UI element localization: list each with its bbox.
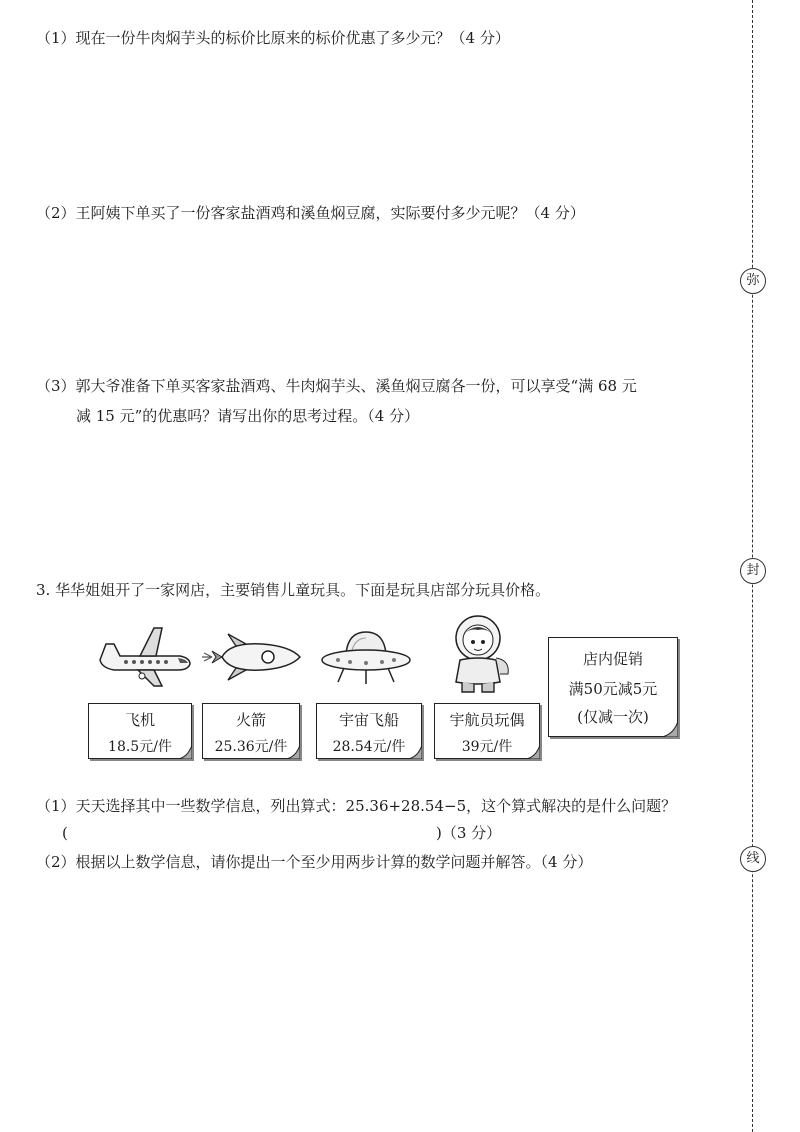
toy-name: 宇宙飞船 [338, 711, 399, 729]
question-2-3-line-2: 减 15 元”的优惠吗？请写出你的思考过程。（4 分） [76, 407, 420, 425]
airplane-icon [92, 624, 192, 690]
astronaut-icon [440, 612, 516, 696]
page-curl-icon [178, 745, 192, 759]
answer-paren-open: ( [62, 824, 68, 842]
question-2-3-line-1: （3）郭大爷准备下单买客家盐酒鸡、牛肉焖芋头、溪鱼焖豆腐各一份，可以享受“满 68 元 [36, 377, 637, 395]
promo-note: (仅减一次) [577, 708, 649, 726]
section-3-intro: 3. 华华姐姐开了一家网店，主要销售儿童玩具。下面是玩具店部分玩具价格。 [36, 581, 551, 599]
promo-title: 店内促销 [582, 650, 643, 668]
toy-price: 28.54元/件 [332, 739, 406, 755]
seal-feng: 封 [740, 558, 766, 584]
toy-price: 18.5元/件 [108, 739, 172, 755]
ufo-icon [318, 626, 414, 688]
question-2-1: （1）现在一份牛肉焖芋头的标价比原来的标价优惠了多少元？（4 分） [36, 29, 510, 47]
price-card-rocket [202, 703, 300, 759]
price-card-ufo [316, 703, 422, 759]
page-curl-icon [662, 721, 678, 737]
promo-rule: 满50元减5元 [568, 680, 658, 698]
toy-name: 飞机 [124, 711, 155, 729]
price-card-astronaut [434, 703, 540, 759]
question-2-2: （2）王阿姨下单买了一份客家盐酒鸡和溪鱼焖豆腐，实际要付多少元呢？（4 分） [36, 204, 585, 222]
toy-price: 25.36元/件 [214, 739, 288, 755]
toy-name: 宇航员玩偶 [449, 711, 525, 729]
seal-mi: 弥 [740, 268, 766, 294]
price-card-airplane [88, 703, 192, 759]
page-curl-icon [286, 745, 300, 759]
question-3-1: （1）天天选择其中一些数学信息，列出算式：25.36+28.54−5，这个算式解决的是什么问题？ [36, 797, 677, 815]
answer-paren-close: )（3 分） [436, 824, 502, 842]
page-curl-icon [526, 745, 540, 759]
page-curl-icon [408, 745, 422, 759]
seal-xian: 线 [740, 846, 766, 872]
question-3-2: （2）根据以上数学信息，请你提出一个至少用两步计算的数学问题并解答。（4 分） [36, 853, 593, 871]
toy-price: 39元/件 [461, 739, 513, 755]
rocket-icon [202, 632, 302, 682]
toy-name: 火箭 [235, 711, 266, 729]
promo-card [548, 637, 678, 737]
